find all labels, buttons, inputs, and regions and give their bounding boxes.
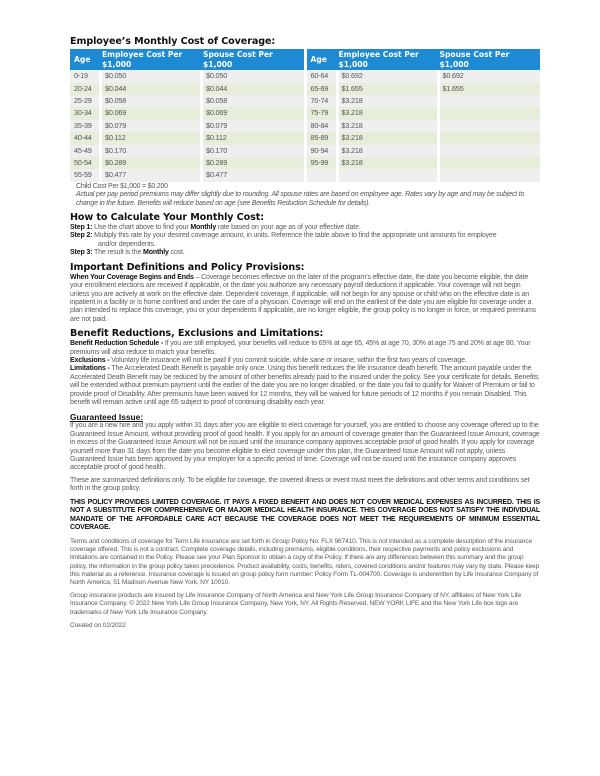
age-cell: 85-89 xyxy=(307,132,336,144)
definitions-heading: Important Definitions and Policy Provisions: xyxy=(70,261,305,273)
employee-cost-cell: $3.218 xyxy=(336,145,437,157)
spouse-cost-cell: $0.044 xyxy=(200,83,304,95)
benefit-reduction-schedule: Benefit Reduction Schedule - If you are still employed, your benefits will reduce to 65% at age 65, 45% at age 70, 30% at age 75 and 20% at age 80. Your premiums will also reduce to match your benefits. xyxy=(70,340,531,356)
header-employee-cost: Employee Cost Per $1,000 xyxy=(99,49,200,70)
summary-note: These are summarized definitions only. To be eligible for coverage, the covered illness or event must meet the definitions and other terms and conditions set forth in the group policy. xyxy=(70,476,530,493)
limited-coverage-disclaimer: THIS POLICY PROVIDES LIMITED COVERAGE. IT PAYS A FIXED BENEFIT AND DOES NOT COVER MEDICAL EXPENSES AS INCURRED. THIS IS NOT A SUBSTITUTE FOR COMPREHENSIVE OR MAJOR MEDICAL HEALTH INSURANCE. THIS COVERAGE DOES NOT SATISFY THE INDIVIDUAL MANDATE OF THE AFFORDABLE CARE ACT BECAUSE THE COVERAGE DOES NOT MEET THE REQUIREMENTS OF MINIMUM ESSENTIAL COVERAGE. xyxy=(70,498,540,532)
age-cell: 65-69 xyxy=(307,83,336,95)
step-2: Step 2: Multiply this rate by your desired coverage amount, in units. Reference the table above to find the appropriate unit amounts for employee xyxy=(70,232,497,240)
header-spouse-cost: Spouse Cost Per $1,000 xyxy=(200,49,304,70)
cost-table-left xyxy=(70,49,304,182)
step-2-continued: and/or dependents. xyxy=(98,240,156,248)
calc-heading: How to Calculate Your Monthly Cost: xyxy=(70,212,264,224)
table-row xyxy=(70,70,304,82)
age-cell: 95-99 xyxy=(307,157,336,169)
table-row xyxy=(307,70,541,82)
rate-note: Actual per pay period premiums may differ slightly due to rounding. All spouse rates are based on employee age. Rates vary by age and may be subject to change in the future. Benefits will reduce based on age (see Benefits Reduction Schedule for details). xyxy=(76,191,525,207)
employee-cost-cell: $0.112 xyxy=(99,132,200,144)
group-insurance-note: Group insurance products are insured by Life Insurance Company of North America and New York Life Group Insurance Company of NY, affiliates of New York Life Insurance Company. © 2022 New York Life Group Insurance Company, New York, NY. All Rights Reserved. NEW YORK LIFE and the New York Life box logo are trademarks of New York Life Insurance Company. xyxy=(70,592,521,616)
employee-cost-cell xyxy=(336,169,437,181)
cost-table-right xyxy=(307,49,541,182)
employee-cost-cell: $0.044 xyxy=(99,83,200,95)
employee-cost-cell: $3.218 xyxy=(336,132,437,144)
table-row xyxy=(70,107,304,119)
employee-cost-cell: $3.218 xyxy=(336,120,437,132)
calc-section xyxy=(70,212,540,258)
spouse-cost-cell: $0.050 xyxy=(200,70,304,82)
spouse-cost-cell xyxy=(437,120,541,132)
header-age: Age xyxy=(70,49,99,70)
spouse-cost-cell: $1.655 xyxy=(437,83,541,95)
employee-cost-cell: $1.655 xyxy=(336,83,437,95)
employee-cost-cell: $0.050 xyxy=(99,70,200,82)
header-employee-cost: Employee Cost Per $1,000 xyxy=(336,49,437,70)
table-row xyxy=(307,132,541,144)
age-cell: 25-29 xyxy=(70,95,99,107)
exclusions: Exclusions - Voluntary life insurance will not be paid if you commit suicide, while sane or insane, within the first two years of coverage. xyxy=(70,356,467,364)
table-row xyxy=(70,95,304,107)
header-age: Age xyxy=(307,49,336,70)
spouse-cost-cell: $0.692 xyxy=(437,70,541,82)
employee-cost-cell: $0.058 xyxy=(99,95,200,107)
coverage-begins-ends: When Your Coverage Begins and Ends – Coverage becomes effective on the later of the program’s effective date, the date you become eligible, the date your enrollment elections are received if applicable, or the date you authorize any necessary payroll deductions if applicable. Your coverage will not begin unless you are actively at work on the effective date. Dependent coverage, if applicable, will not begin for any spouse or child who on the effective date is an inpatient in a facility or is home confined and under the care of a physician. Coverage will end on the earliest of the date you are eligible for coverage under a plan intended to replace this coverage, you or your dependents if applicable, are no longer eligible, the group policy is no longer in force, or required premiums are not paid. xyxy=(70,273,536,323)
age-cell: 0-19 xyxy=(70,70,99,82)
child-cost: Child Cost Per $1,000 = $0.200 xyxy=(76,182,168,190)
table-row xyxy=(70,120,304,132)
employee-cost-cell: $0.170 xyxy=(99,145,200,157)
table-row xyxy=(307,107,541,119)
step-1: Step 1: Use the chart above to find your Monthly rate based on your age as of your effective date. xyxy=(70,224,361,232)
employee-cost-cell: $0.692 xyxy=(336,70,437,82)
spouse-cost-cell: $0.069 xyxy=(200,107,304,119)
table-row xyxy=(307,95,541,107)
reductions-heading: Benefit Reductions, Exclusions and Limitations: xyxy=(70,328,324,340)
spouse-cost-cell xyxy=(437,132,541,144)
spouse-cost-cell xyxy=(437,107,541,119)
table-row xyxy=(70,169,304,181)
age-cell: 75-79 xyxy=(307,107,336,119)
employee-cost-cell: $0.079 xyxy=(99,120,200,132)
age-cell: 45-49 xyxy=(70,145,99,157)
spouse-cost-cell xyxy=(437,169,541,181)
table-row xyxy=(70,157,304,169)
cost-table-title: Employee’s Monthly Cost of Coverage: xyxy=(70,36,276,47)
table-row xyxy=(307,157,541,169)
age-cell: 50-54 xyxy=(70,157,99,169)
terms-and-conditions: Terms and conditions of coverage for Term Life insurance are set forth in Group Policy No. FLX 967410. This is not intended as a complete description of the insurance coverage offered. This is not a contract. Complete coverage details, including premiums, eligible conditions, their respective payments and policy exclusions and limitations are contained in the Policy. Please see your Plan Sponsor to obtain a copy of the Policy. If there are any differences between this summary and the group policy, the information in the group policy takes precedence. Product availability, costs, benefits, riders, covered conditions and/or features may vary by state. Please keep this material as a reference. Insurance coverage is issued on group policy form number: Policy Form TL-004700. Coverage is underwritten by Life Insurance Company of North America, 51 Madison Avenue New York, NY 10010. xyxy=(70,538,540,587)
spouse-cost-cell xyxy=(437,157,541,169)
age-cell: 30-34 xyxy=(70,107,99,119)
guaranteed-issue-heading: Guaranteed Issue: xyxy=(70,412,144,423)
limitations: Limitations - The Accelerated Death Benefit is payable only once. Using this benefit reduces the life insurance death benefit. The amount payable under the Accelerated Death Benefit may be reduced by the amount of other benefits already paid to the insured under the policy. See your certificate for details. Benefits will be extended without premium payment until the earlier of the date you are no longer disabled, or the date you fail to qualify for Waiver of Premium or fail to provide proof of Disability. After premiums have been waived for 12 months, they will be waived for future periods of 12 months if you remain Disabled. This benefit will remain active until age 65 subject to proof of continuing disability each year. xyxy=(70,365,539,406)
table-row xyxy=(70,83,304,95)
spouse-cost-cell xyxy=(437,145,541,157)
spouse-cost-cell: $0.289 xyxy=(200,157,304,169)
age-cell xyxy=(307,169,336,181)
table-row xyxy=(307,145,541,157)
table-row xyxy=(307,120,541,132)
definitions-section xyxy=(70,262,540,324)
age-cell: 80-84 xyxy=(307,120,336,132)
spouse-cost-cell: $0.058 xyxy=(200,95,304,107)
age-cell: 40-44 xyxy=(70,132,99,144)
cost-tables xyxy=(70,49,540,182)
document-page xyxy=(70,36,540,630)
header-spouse-cost: Spouse Cost Per $1,000 xyxy=(437,49,541,70)
table-row xyxy=(70,145,304,157)
age-cell: 20-24 xyxy=(70,83,99,95)
spouse-cost-cell xyxy=(437,95,541,107)
table-row xyxy=(70,132,304,144)
spouse-cost-cell: $0.170 xyxy=(200,145,304,157)
age-cell: 90-94 xyxy=(307,145,336,157)
table-row xyxy=(307,169,541,181)
age-cell: 55-59 xyxy=(70,169,99,181)
employee-cost-cell: $0.477 xyxy=(99,169,200,181)
created-date: Created on 02/2022 xyxy=(70,621,126,629)
employee-cost-cell: $0.069 xyxy=(99,107,200,119)
spouse-cost-cell: $0.112 xyxy=(200,132,304,144)
employee-cost-cell: $3.218 xyxy=(336,157,437,169)
spouse-cost-cell: $0.477 xyxy=(200,169,304,181)
guaranteed-issue-text: If you are a new hire and you apply within 31 days after you are eligible to elect coverage for yourself, you are entitled to choose any coverage offered up to the Guaranteed Issue Amount, without providing proof of good health. If you apply for an amount of coverage greater than the Guaranteed Issue Amount, coverage in excess of the Guaranteed Issue Amount will not be issued until the insurance company approves acceptable proof of good health. If you apply for coverage yourself more than 31 days from the date you become eligible to elect coverage under this plan, the Guaranteed Issue Amount will not apply, unless Guaranteed Issue has been approved by your employer for a specific period of time. Coverage will not be issued until the insurance company approves acceptable proof of good health. xyxy=(70,422,540,472)
age-cell: 60-64 xyxy=(307,70,336,82)
table-notes xyxy=(70,183,540,208)
table-row xyxy=(307,83,541,95)
age-cell: 70-74 xyxy=(307,95,336,107)
spouse-cost-cell: $0.079 xyxy=(200,120,304,132)
step-3: Step 3: The result is the Monthly cost. xyxy=(70,249,185,257)
reductions-section xyxy=(70,328,540,407)
employee-cost-cell: $3.218 xyxy=(336,95,437,107)
employee-cost-cell: $3.218 xyxy=(336,107,437,119)
age-cell: 35-39 xyxy=(70,120,99,132)
employee-cost-cell: $0.289 xyxy=(99,157,200,169)
